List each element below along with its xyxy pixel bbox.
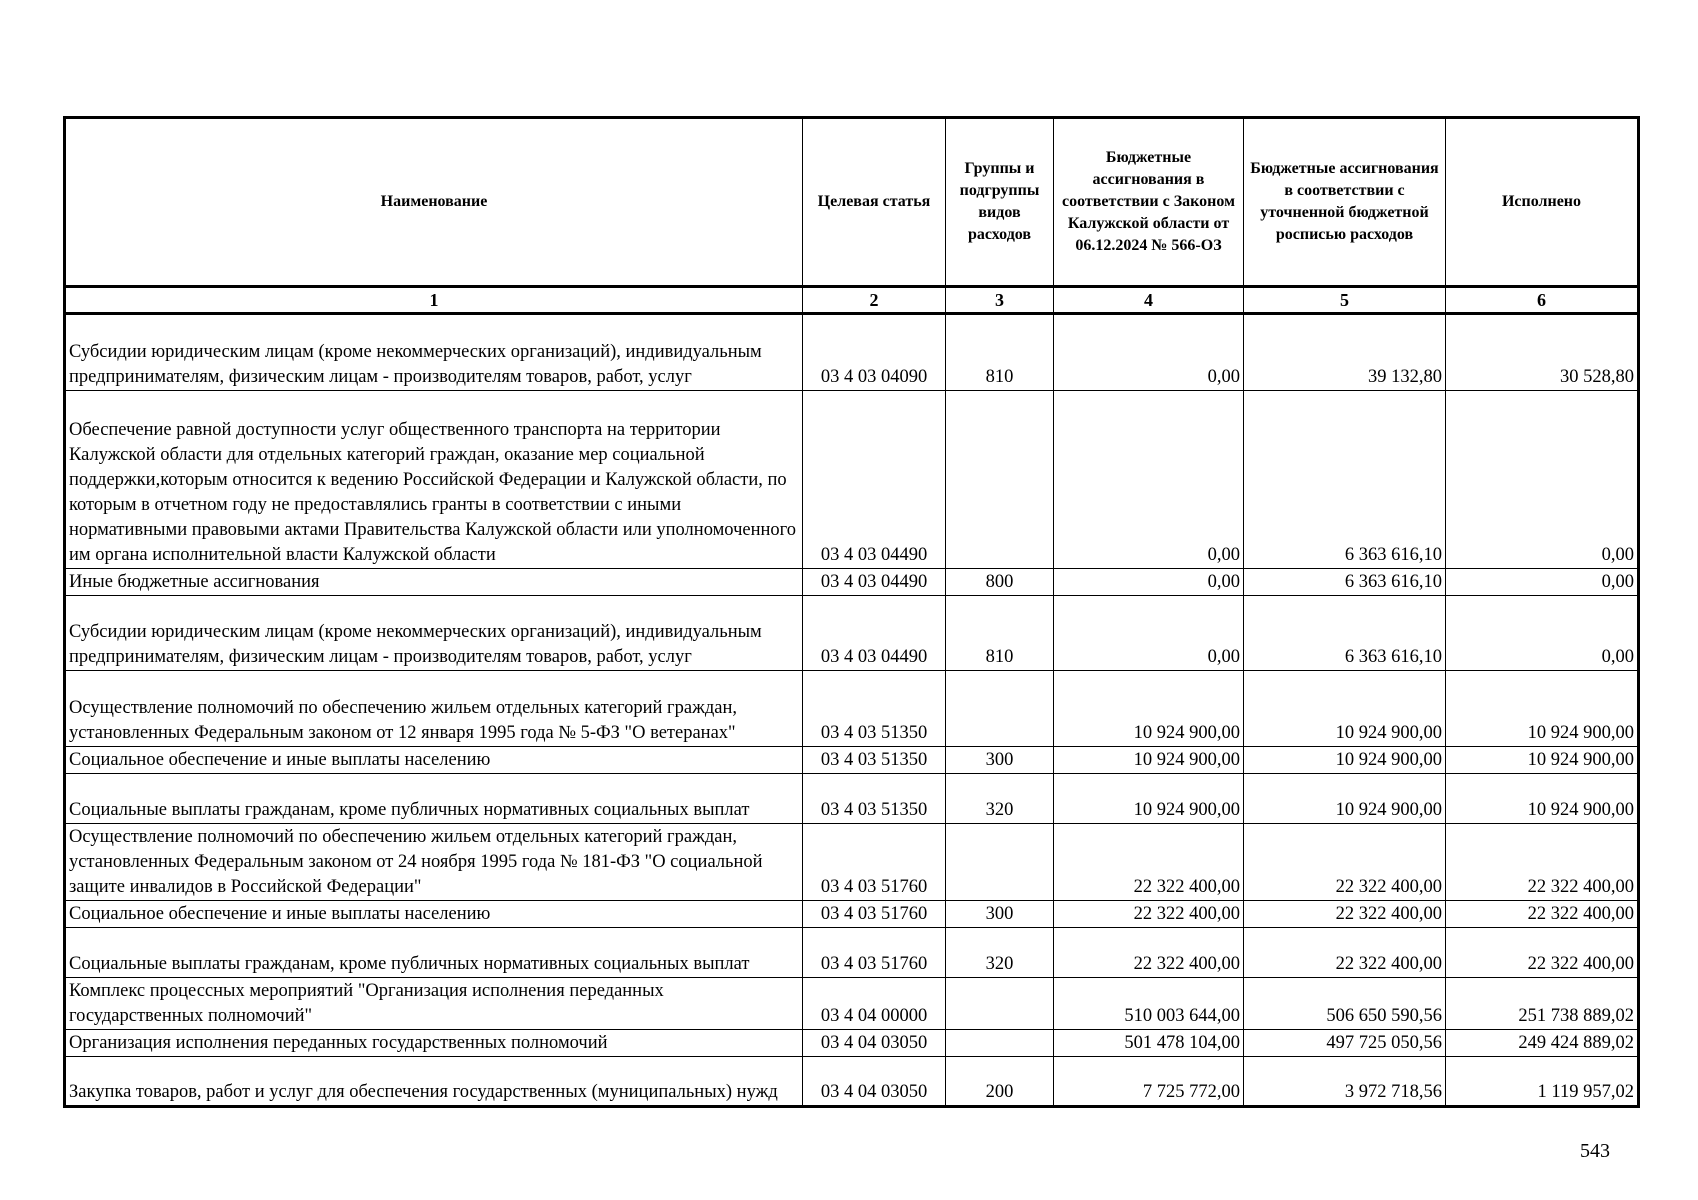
page-number: 543	[1580, 1140, 1610, 1162]
row-refined-allocation-cell: 22 322 400,00	[1244, 901, 1446, 928]
row-target-article-cell: 03 4 03 51350	[803, 747, 946, 774]
row-law-allocation-cell: 501 478 104,00	[1054, 1030, 1244, 1057]
header-refined-allocations: Бюджетные ассигнования в соответствии с уточненной бюджетной росписью расходов	[1244, 118, 1446, 287]
row-refined-allocation-cell: 22 322 400,00	[1244, 928, 1446, 978]
row-refined-allocation-cell: 497 725 050,56	[1244, 1030, 1446, 1057]
row-name-cell: Социальные выплаты гражданам, кроме публичных нормативных социальных выплат	[65, 928, 803, 978]
row-executed-cell: 10 924 900,00	[1446, 774, 1639, 824]
row-name-cell: Осуществление полномочий по обеспечению жильем отдельных категорий граждан, установленных Федеральным законом от 12 января 1995 года № 5-ФЗ "О ветеранах"	[65, 671, 803, 747]
table-row	[65, 671, 1639, 747]
table-row	[65, 747, 1639, 774]
column-number: 2	[803, 287, 946, 314]
budget-table	[63, 116, 1640, 1108]
row-target-article-cell: 03 4 03 51760	[803, 824, 946, 901]
row-expense-group-cell: 300	[946, 747, 1054, 774]
column-number: 5	[1244, 287, 1446, 314]
row-target-article-cell: 03 4 03 04490	[803, 569, 946, 596]
row-refined-allocation-cell: 6 363 616,10	[1244, 391, 1446, 569]
table-row	[65, 928, 1639, 978]
row-expense-group-cell	[946, 824, 1054, 901]
row-refined-allocation-cell: 506 650 590,56	[1244, 978, 1446, 1030]
row-refined-allocation-cell: 39 132,80	[1244, 314, 1446, 391]
table-header	[65, 118, 1639, 314]
row-expense-group-cell	[946, 978, 1054, 1030]
row-expense-group-cell	[946, 1030, 1054, 1057]
column-number: 1	[65, 287, 803, 314]
row-target-article-cell: 03 4 03 51350	[803, 774, 946, 824]
header-executed: Исполнено	[1446, 118, 1639, 287]
table-row	[65, 774, 1639, 824]
row-target-article-cell: 03 4 04 03050	[803, 1057, 946, 1107]
row-name-cell: Социальное обеспечение и иные выплаты населению	[65, 747, 803, 774]
row-target-article-cell: 03 4 03 04490	[803, 391, 946, 569]
row-name-cell: Закупка товаров, работ и услуг для обеспечения государственных (муниципальных) нужд	[65, 1057, 803, 1107]
row-name-cell: Субсидии юридическим лицам (кроме некоммерческих организаций), индивидуальным предпринимателям, физическим лицам - производителям товаров, работ, услуг	[65, 596, 803, 671]
row-executed-cell: 249 424 889,02	[1446, 1030, 1639, 1057]
row-law-allocation-cell: 22 322 400,00	[1054, 824, 1244, 901]
row-name-cell: Организация исполнения переданных государственных полномочий	[65, 1030, 803, 1057]
row-executed-cell: 0,00	[1446, 391, 1639, 569]
row-target-article-cell: 03 4 03 51350	[803, 671, 946, 747]
row-executed-cell: 10 924 900,00	[1446, 747, 1639, 774]
row-expense-group-cell: 810	[946, 314, 1054, 391]
row-law-allocation-cell: 7 725 772,00	[1054, 1057, 1244, 1107]
row-refined-allocation-cell: 10 924 900,00	[1244, 671, 1446, 747]
table-row	[65, 978, 1639, 1030]
table-row	[65, 1030, 1639, 1057]
row-target-article-cell: 03 4 04 00000	[803, 978, 946, 1030]
row-law-allocation-cell: 0,00	[1054, 596, 1244, 671]
row-expense-group-cell: 320	[946, 774, 1054, 824]
row-target-article-cell: 03 4 03 51760	[803, 901, 946, 928]
row-target-article-cell: 03 4 03 51760	[803, 928, 946, 978]
row-refined-allocation-cell: 10 924 900,00	[1244, 774, 1446, 824]
table-row	[65, 391, 1639, 569]
row-executed-cell: 22 322 400,00	[1446, 928, 1639, 978]
row-executed-cell: 251 738 889,02	[1446, 978, 1639, 1030]
header-law-allocations: Бюджетные ассигнования в соответствии с Законом Калужской области от 06.12.2024 № 566-ОЗ	[1054, 118, 1244, 287]
row-expense-group-cell	[946, 391, 1054, 569]
row-expense-group-cell: 200	[946, 1057, 1054, 1107]
row-refined-allocation-cell: 10 924 900,00	[1244, 747, 1446, 774]
row-executed-cell: 10 924 900,00	[1446, 671, 1639, 747]
row-law-allocation-cell: 10 924 900,00	[1054, 671, 1244, 747]
row-refined-allocation-cell: 3 972 718,56	[1244, 1057, 1446, 1107]
row-expense-group-cell: 800	[946, 569, 1054, 596]
table-row	[65, 569, 1639, 596]
row-law-allocation-cell: 10 924 900,00	[1054, 774, 1244, 824]
row-executed-cell: 0,00	[1446, 596, 1639, 671]
row-law-allocation-cell: 10 924 900,00	[1054, 747, 1244, 774]
row-executed-cell: 22 322 400,00	[1446, 824, 1639, 901]
header-name: Наименование	[65, 118, 803, 287]
row-name-cell: Обеспечение равной доступности услуг общественного транспорта на территории Калужской области для отдельных категорий граждан, оказание мер социальной поддержки,которым относится к ведению Российской Федерации и Калужской области, по которым в отчетном году не предоставлялись гранты в соответствии с иными нормативными правовыми актами Правительства Калужской области или уполномоченного им органа исполнительной власти Калужской области	[65, 391, 803, 569]
row-refined-allocation-cell: 22 322 400,00	[1244, 824, 1446, 901]
column-number: 3	[946, 287, 1054, 314]
row-law-allocation-cell: 510 003 644,00	[1054, 978, 1244, 1030]
row-name-cell: Комплекс процессных мероприятий "Организация исполнения переданных государственных полномочий"	[65, 978, 803, 1030]
row-target-article-cell: 03 4 04 03050	[803, 1030, 946, 1057]
row-expense-group-cell: 320	[946, 928, 1054, 978]
row-law-allocation-cell: 0,00	[1054, 569, 1244, 596]
row-law-allocation-cell: 0,00	[1054, 391, 1244, 569]
table-row	[65, 901, 1639, 928]
row-expense-group-cell: 810	[946, 596, 1054, 671]
table-row	[65, 596, 1639, 671]
row-name-cell: Субсидии юридическим лицам (кроме некоммерческих организаций), индивидуальным предпринимателям, физическим лицам - производителям товаров, работ, услуг	[65, 314, 803, 391]
row-executed-cell: 22 322 400,00	[1446, 901, 1639, 928]
table-body	[65, 314, 1639, 1107]
table-row	[65, 824, 1639, 901]
row-expense-group-cell	[946, 671, 1054, 747]
row-name-cell: Иные бюджетные ассигнования	[65, 569, 803, 596]
row-executed-cell: 0,00	[1446, 569, 1639, 596]
table-row	[65, 1057, 1639, 1107]
row-name-cell: Социальные выплаты гражданам, кроме публичных нормативных социальных выплат	[65, 774, 803, 824]
row-name-cell: Социальное обеспечение и иные выплаты населению	[65, 901, 803, 928]
row-law-allocation-cell: 22 322 400,00	[1054, 901, 1244, 928]
row-executed-cell: 30 528,80	[1446, 314, 1639, 391]
row-law-allocation-cell: 22 322 400,00	[1054, 928, 1244, 978]
column-number: 6	[1446, 287, 1639, 314]
header-expense-groups: Группы и подгруппы видов расходов	[946, 118, 1054, 287]
row-refined-allocation-cell: 6 363 616,10	[1244, 596, 1446, 671]
header-row	[65, 118, 1639, 287]
row-law-allocation-cell: 0,00	[1054, 314, 1244, 391]
column-number-row	[65, 287, 1639, 314]
row-executed-cell: 1 119 957,02	[1446, 1057, 1639, 1107]
table-row	[65, 314, 1639, 391]
column-number: 4	[1054, 287, 1244, 314]
row-target-article-cell: 03 4 03 04090	[803, 314, 946, 391]
row-name-cell: Осуществление полномочий по обеспечению жильем отдельных категорий граждан, установленных Федеральным законом от 24 ноября 1995 года № 181-ФЗ "О социальной защите инвалидов в Российской Федерации"	[65, 824, 803, 901]
row-target-article-cell: 03 4 03 04490	[803, 596, 946, 671]
row-refined-allocation-cell: 6 363 616,10	[1244, 569, 1446, 596]
row-expense-group-cell: 300	[946, 901, 1054, 928]
header-target-article: Целевая статья	[803, 118, 946, 287]
